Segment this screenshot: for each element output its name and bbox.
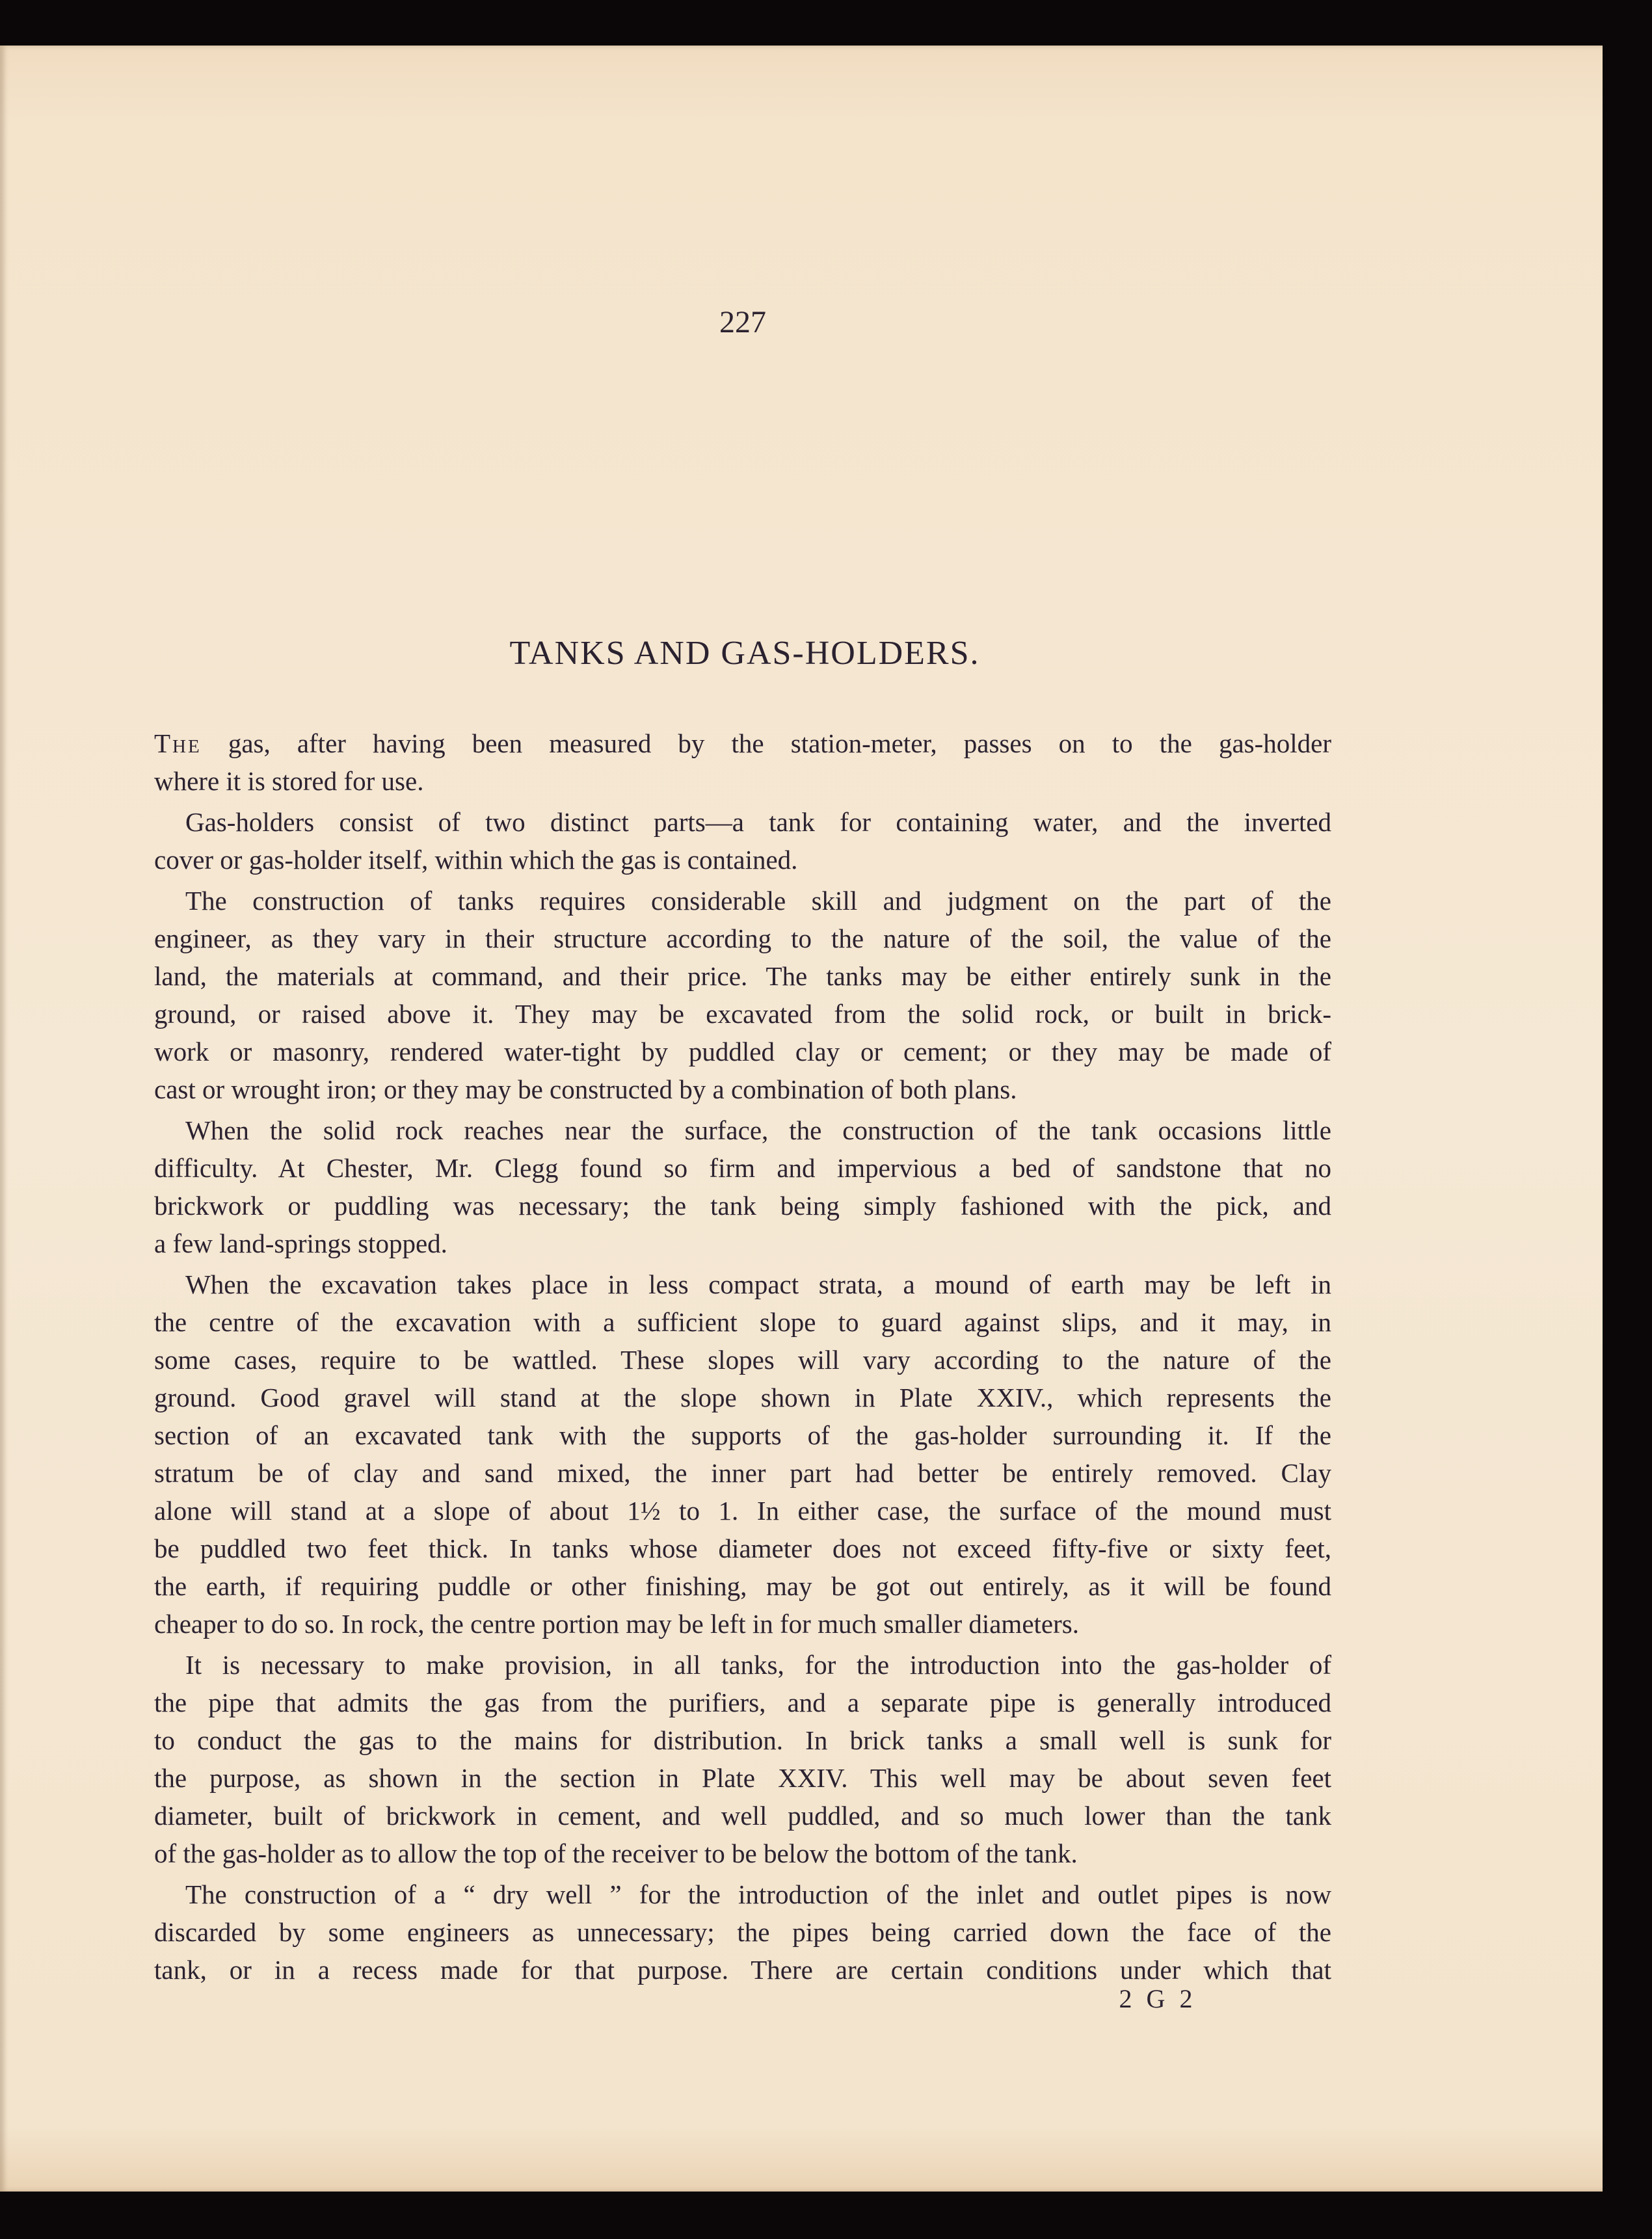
text-line: some cases, require to be wattled. These slopes will vary according to the nature of the (154, 1345, 1331, 1375)
text-line: stratum be of clay and sand mixed, the inner part had better be entirely removed. Clay (154, 1458, 1331, 1488)
text-line: engineer, as they vary in their structure according to the nature of the soil, the value of the (154, 923, 1331, 953)
text-line: When the excavation takes place in less compact strata, a mound of earth may be left in (185, 1269, 1331, 1299)
text-line: diameter, built of brickwork in cement, and well puddled, and so much lower than the tank (154, 1801, 1331, 1831)
text-line: ground, or raised above it. They may be excavated from the solid rock, or built in brick- (154, 999, 1331, 1029)
text-line: to conduct the gas to the mains for distribution. In brick tanks a small well is sunk for (154, 1725, 1331, 1755)
text-line: The construction of a “ dry well ” for the introduction of the inlet and outlet pipes is now (185, 1879, 1331, 1909)
paragraph (154, 1646, 1331, 1872)
paragraph (154, 1111, 1331, 1262)
text-line: It is necessary to make provision, in all tanks, for the introduction into the gas-holder of (185, 1650, 1331, 1680)
text-line: brickwork or puddling was necessary; the tank being simply fashioned with the pick, and (154, 1191, 1331, 1221)
paragraph (154, 882, 1331, 1108)
text-line: tank, or in a recess made for that purpose. There are certain conditions under which that (154, 1955, 1331, 1985)
text-line: discarded by some engineers as unnecessary; the pipes being carried down the face of the (154, 1917, 1331, 1947)
text-line: cheaper to do so. In rock, the centre portion may be left in for much smaller diameters. (154, 1609, 1079, 1639)
paragraph (154, 803, 1331, 879)
paragraph (154, 724, 1331, 800)
text-line: cover or gas-holder itself, within which the gas is contained. (154, 845, 798, 875)
signature-middle: G (1146, 1984, 1169, 2013)
text-line: the centre of the excavation with a sufficient slope to guard against slips, and it may, in (154, 1307, 1331, 1337)
text-line: where it is stored for use. (154, 766, 424, 796)
text-line: of the gas-holder as to allow the top of the receiver to be below the bottom of the tank. (154, 1838, 1078, 1868)
text-line: The construction of tanks requires considerable skill and judgment on the part of the (185, 886, 1331, 916)
chapter-title: TANKS AND GAS-HOLDERS. (509, 635, 980, 672)
signature-right: 2 (1179, 1984, 1197, 2013)
text-line: ground. Good gravel will stand at the slope shown in Plate XXIV., which represents the (154, 1383, 1331, 1412)
text-line: The gas, after having been measured by the station-meter, passes on to the gas-holder (154, 728, 1331, 758)
paragraph (154, 1875, 1331, 1989)
text-line: a few land-springs stopped. (154, 1228, 447, 1258)
book-page (0, 46, 1603, 2192)
text-line: difficulty. At Chester, Mr. Clegg found so firm and impervious a bed of sandstone that no (154, 1153, 1331, 1183)
text-line: cast or wrought iron; or they may be constructed by a combination of both plans. (154, 1074, 1017, 1104)
text-line: section of an excavated tank with the supports of the gas-holder surrounding it. If the (154, 1420, 1331, 1450)
text-line: work or masonry, rendered water-tight by puddled clay or cement; or they may be made of (154, 1037, 1331, 1067)
text-line: land, the materials at command, and their price. The tanks may be either entirely sunk in the (154, 961, 1331, 991)
text-line: Gas-holders consist of two distinct parts—a tank for containing water, and the inverted (185, 807, 1331, 837)
signature-mark (1106, 1983, 1210, 2014)
lead-word: The (154, 728, 202, 758)
body-text (154, 724, 1331, 1992)
text-line: alone will stand at a slope of about 1½ to 1. In either case, the surface of the mound must (154, 1496, 1331, 1526)
text-line: the earth, if requiring puddle or other finishing, may be got out entirely, as it will be found (154, 1571, 1331, 1601)
text-line: When the solid rock reaches near the surface, the construction of the tank occasions little (185, 1115, 1331, 1145)
text-line: the purpose, as shown in the section in Plate XXIV. This well may be about seven feet (154, 1763, 1331, 1793)
text-line: the pipe that admits the gas from the purifiers, and a separate pipe is generally introduced (154, 1688, 1331, 1717)
signature-left: 2 (1119, 1984, 1136, 2013)
paragraph (154, 1265, 1331, 1643)
page-number: 227 (719, 305, 766, 339)
text-line: be puddled two feet thick. In tanks whose diameter does not exceed fifty-five or sixty feet, (154, 1533, 1331, 1563)
